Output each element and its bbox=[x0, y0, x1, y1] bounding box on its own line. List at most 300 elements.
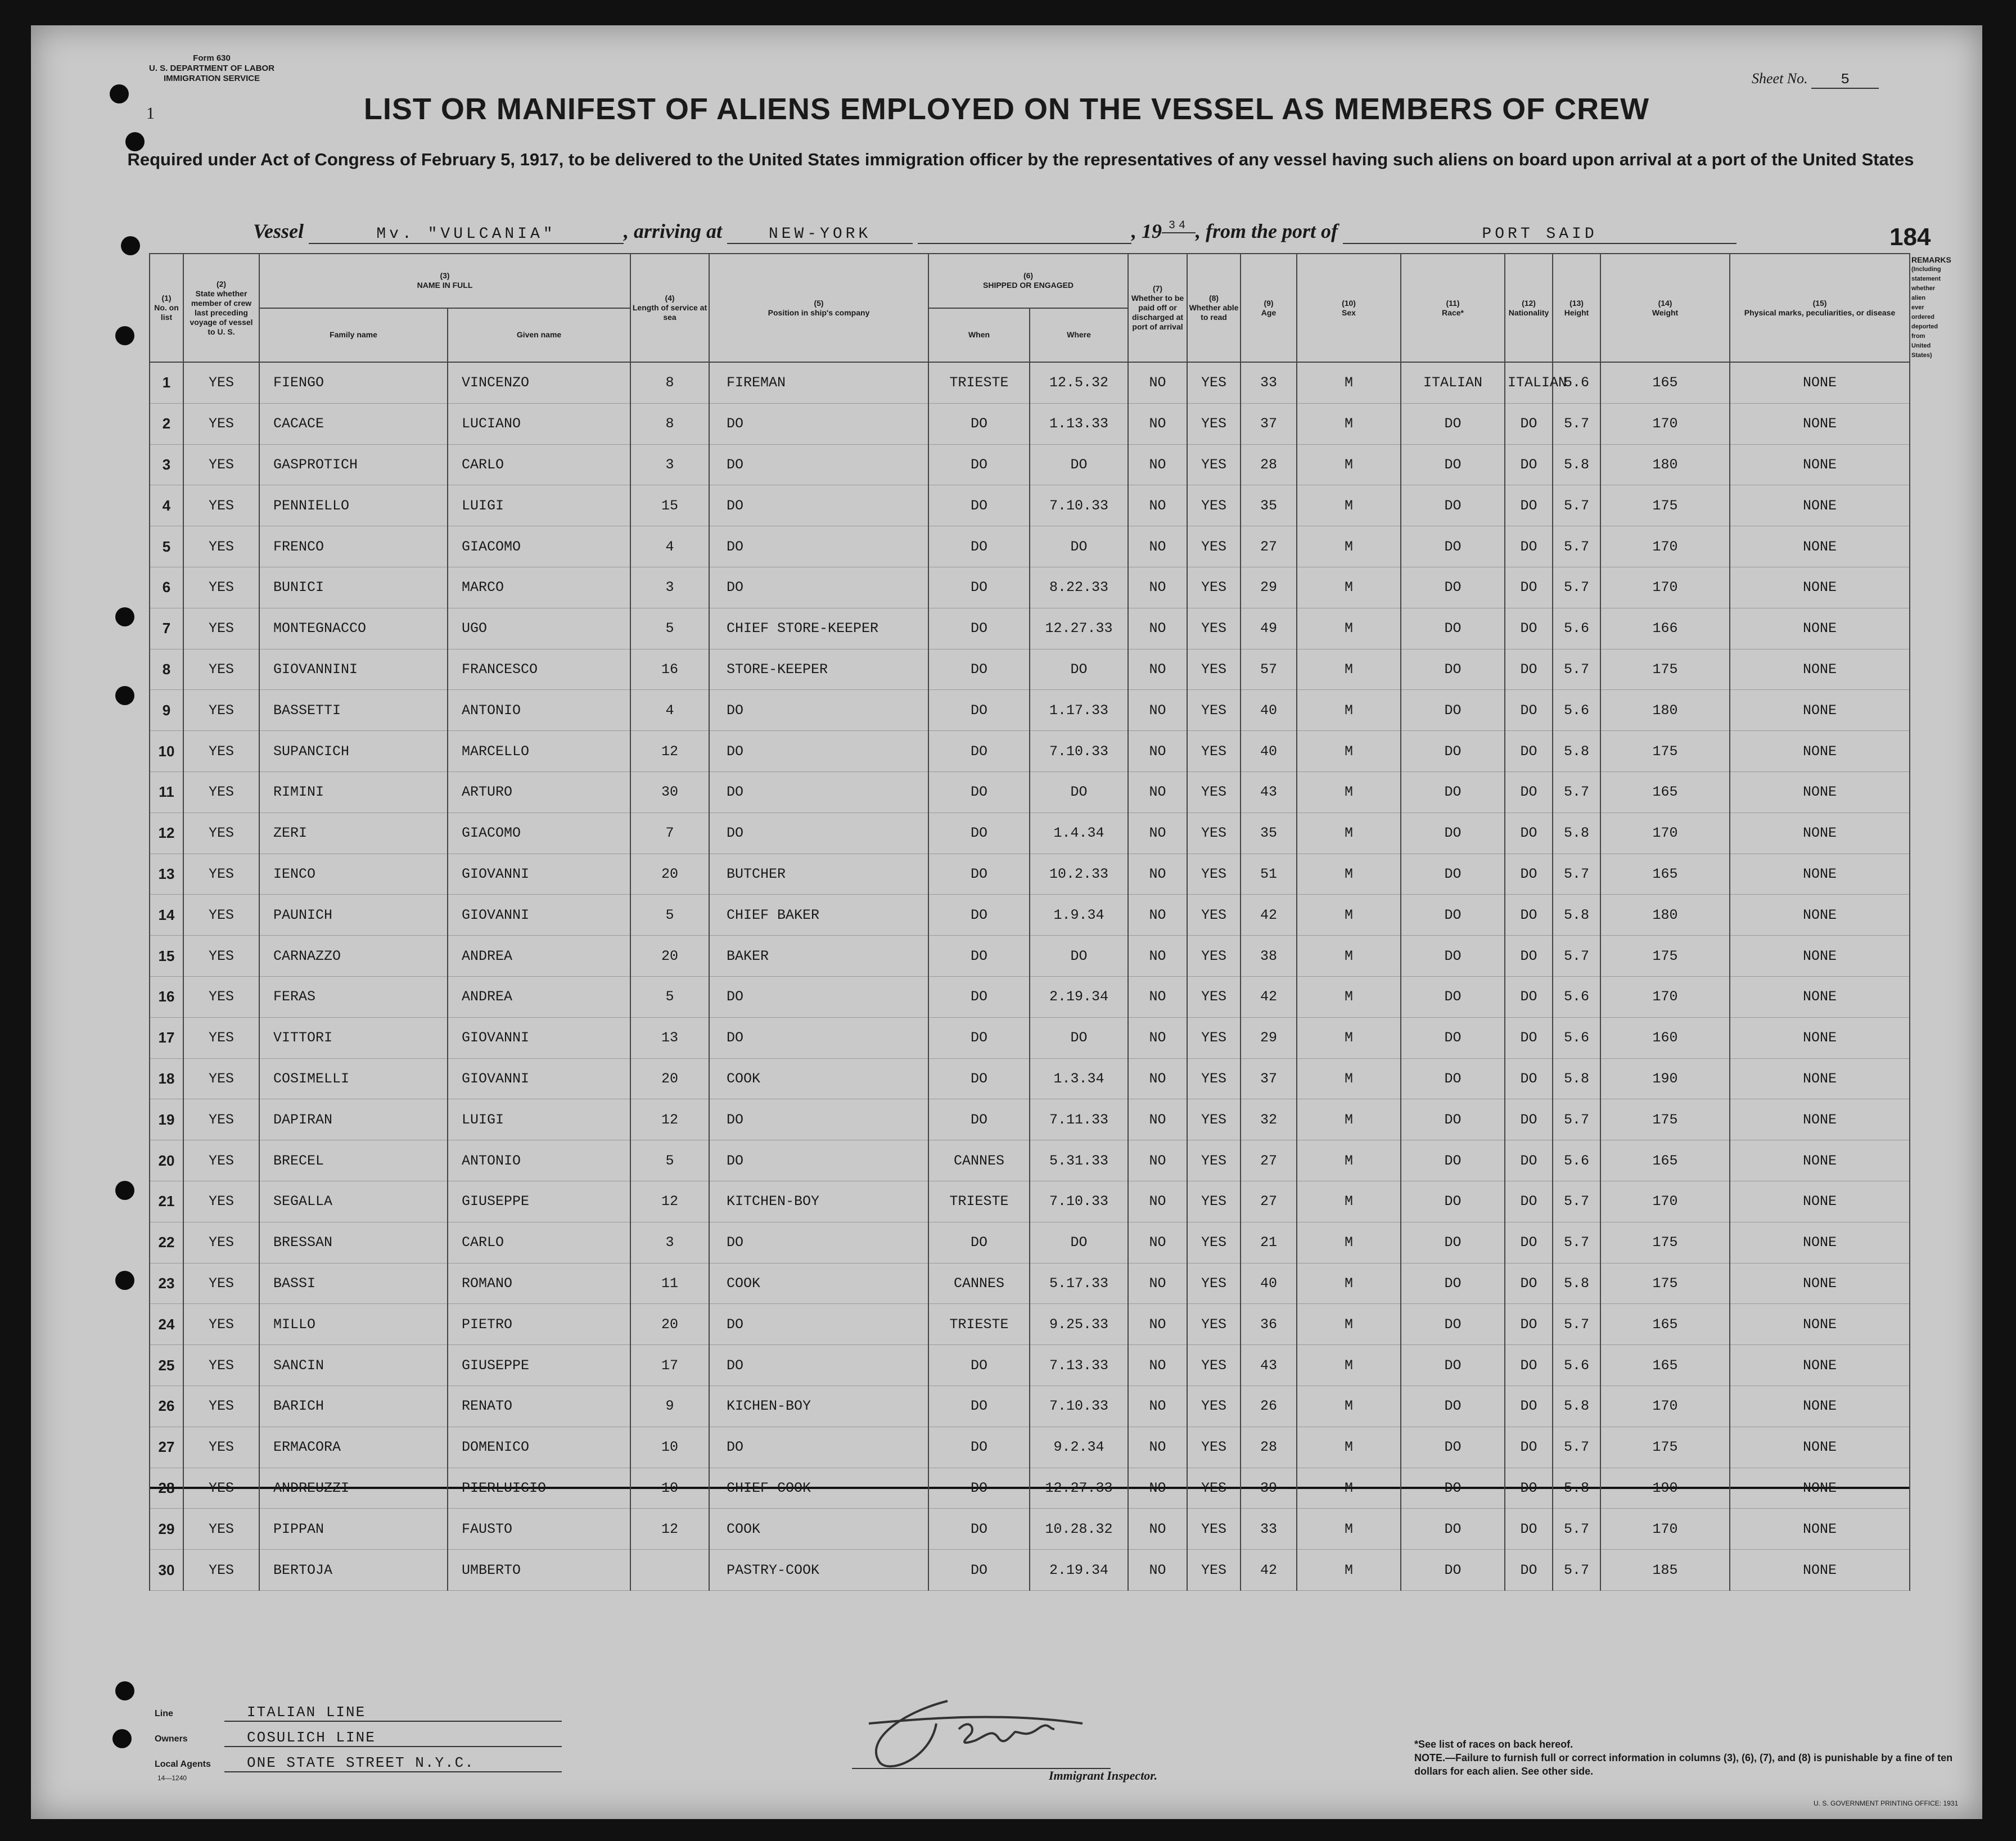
cell-row-number: 21 bbox=[150, 1181, 183, 1222]
table-row bbox=[150, 895, 1910, 936]
cell-previous-voyage: YES bbox=[183, 813, 259, 854]
cell-shipped-when: DO bbox=[928, 444, 1030, 485]
cell-position: DO bbox=[709, 567, 928, 608]
table-row bbox=[150, 731, 1910, 772]
cell-length-of-service: 3 bbox=[630, 1222, 709, 1263]
cell-shipped-when: DO bbox=[928, 649, 1030, 690]
cell-family-name: SANCIN bbox=[259, 1345, 448, 1386]
col-header-paid-off: (7) Whether to be paid off or discharged at port of arrival bbox=[1128, 254, 1187, 362]
vessel-name: Mv. "VULCANIA" bbox=[309, 225, 624, 244]
cell-race: DO bbox=[1401, 895, 1505, 936]
col-header-no: (1) No. on list bbox=[150, 254, 183, 362]
cell-family-name: CACACE bbox=[259, 403, 448, 444]
table-row bbox=[150, 485, 1910, 526]
cell-able-to-read: YES bbox=[1187, 1181, 1241, 1222]
cell-age: 43 bbox=[1241, 1345, 1297, 1386]
note-races: *See list of races on back hereof. bbox=[1414, 1739, 1573, 1750]
cell-sex: M bbox=[1297, 1017, 1401, 1058]
col-header-shipped: (6) SHIPPED OR ENGAGED bbox=[928, 254, 1128, 308]
cell-row-number: 22 bbox=[150, 1222, 183, 1263]
cell-position: FIREMAN bbox=[709, 362, 928, 403]
cell-length-of-service: 16 bbox=[630, 649, 709, 690]
cell-able-to-read: YES bbox=[1187, 649, 1241, 690]
cell-height: 5.7 bbox=[1553, 1099, 1600, 1140]
table-row bbox=[150, 362, 1910, 403]
cell-given-name: LUIGI bbox=[448, 485, 630, 526]
table-row bbox=[150, 608, 1910, 649]
cell-able-to-read: YES bbox=[1187, 1140, 1241, 1181]
cell-height: 5.7 bbox=[1553, 936, 1600, 977]
line-label: Line bbox=[155, 1709, 173, 1718]
cell-family-name: BRESSAN bbox=[259, 1222, 448, 1263]
cell-shipped-when: DO bbox=[928, 731, 1030, 772]
cell-shipped-when: DO bbox=[928, 1099, 1030, 1140]
cell-sex: M bbox=[1297, 854, 1401, 895]
cell-physical-marks: NONE bbox=[1730, 1222, 1910, 1263]
cell-shipped-where: 7.10.33 bbox=[1030, 731, 1128, 772]
cell-able-to-read: YES bbox=[1187, 976, 1241, 1017]
cell-length-of-service: 20 bbox=[630, 1058, 709, 1099]
cell-height: 5.8 bbox=[1553, 895, 1600, 936]
agents-value: ONE STATE STREET N.Y.C. bbox=[224, 1754, 562, 1772]
cell-weight: 175 bbox=[1600, 1099, 1730, 1140]
cell-physical-marks: NONE bbox=[1730, 485, 1910, 526]
cell-shipped-where: DO bbox=[1030, 649, 1128, 690]
cell-age: 33 bbox=[1241, 1509, 1297, 1550]
cell-length-of-service: 8 bbox=[630, 403, 709, 444]
cell-shipped-when: DO bbox=[928, 690, 1030, 731]
cell-position: PASTRY-COOK bbox=[709, 1550, 928, 1591]
cell-length-of-service: 12 bbox=[630, 1509, 709, 1550]
cell-shipped-when: TRIESTE bbox=[928, 1304, 1030, 1345]
cell-paid-off: NO bbox=[1128, 1550, 1187, 1591]
cell-previous-voyage: YES bbox=[183, 1181, 259, 1222]
table-row bbox=[150, 526, 1910, 567]
cell-position: STORE-KEEPER bbox=[709, 649, 928, 690]
cell-row-number: 8 bbox=[150, 649, 183, 690]
cell-shipped-when: DO bbox=[928, 567, 1030, 608]
cell-shipped-when: DO bbox=[928, 1509, 1030, 1550]
cell-sex: M bbox=[1297, 362, 1401, 403]
cell-shipped-when: DO bbox=[928, 608, 1030, 649]
cell-shipped-where: DO bbox=[1030, 444, 1128, 485]
cell-nationality: DO bbox=[1505, 649, 1553, 690]
owners-field bbox=[155, 1729, 562, 1747]
cell-weight: 165 bbox=[1600, 1345, 1730, 1386]
cell-shipped-when: DO bbox=[928, 1427, 1030, 1468]
cell-age: 27 bbox=[1241, 1140, 1297, 1181]
cell-row-number: 25 bbox=[150, 1345, 183, 1386]
cell-able-to-read: YES bbox=[1187, 1345, 1241, 1386]
cell-race: DO bbox=[1401, 690, 1505, 731]
cell-age: 26 bbox=[1241, 1386, 1297, 1427]
cell-sex: M bbox=[1297, 1550, 1401, 1591]
cell-sex: M bbox=[1297, 1140, 1401, 1181]
cell-race: ITALIAN bbox=[1401, 362, 1505, 403]
cell-paid-off: NO bbox=[1128, 526, 1187, 567]
cell-able-to-read: YES bbox=[1187, 936, 1241, 977]
cell-nationality: DO bbox=[1505, 1017, 1553, 1058]
cell-given-name: MARCELLO bbox=[448, 731, 630, 772]
cell-family-name: ZERI bbox=[259, 813, 448, 854]
cell-age: 35 bbox=[1241, 813, 1297, 854]
cell-race: DO bbox=[1401, 567, 1505, 608]
cell-physical-marks: NONE bbox=[1730, 854, 1910, 895]
cell-shipped-where: DO bbox=[1030, 936, 1128, 977]
cell-length-of-service: 12 bbox=[630, 1181, 709, 1222]
binder-hole bbox=[121, 236, 140, 255]
table-row bbox=[150, 1304, 1910, 1345]
cell-physical-marks: NONE bbox=[1730, 936, 1910, 977]
cell-paid-off: NO bbox=[1128, 1386, 1187, 1427]
cell-nationality: DO bbox=[1505, 403, 1553, 444]
cell-length-of-service: 5 bbox=[630, 1140, 709, 1181]
cell-age: 42 bbox=[1241, 1550, 1297, 1591]
arriving-label: , arriving at bbox=[624, 220, 723, 242]
cell-able-to-read: YES bbox=[1187, 690, 1241, 731]
cell-shipped-when: DO bbox=[928, 771, 1030, 813]
cell-length-of-service: 17 bbox=[630, 1345, 709, 1386]
cell-sex: M bbox=[1297, 1099, 1401, 1140]
cell-able-to-read: YES bbox=[1187, 403, 1241, 444]
cell-age: 40 bbox=[1241, 690, 1297, 731]
cell-sex: M bbox=[1297, 526, 1401, 567]
col-header-when: When bbox=[928, 308, 1030, 363]
cell-previous-voyage: YES bbox=[183, 362, 259, 403]
cell-given-name: RENATO bbox=[448, 1386, 630, 1427]
service: IMMIGRATION SERVICE bbox=[163, 74, 260, 83]
cell-age: 27 bbox=[1241, 1181, 1297, 1222]
cell-physical-marks: NONE bbox=[1730, 895, 1910, 936]
cell-weight: 175 bbox=[1600, 649, 1730, 690]
table-row bbox=[150, 403, 1910, 444]
cell-sex: M bbox=[1297, 1427, 1401, 1468]
cell-shipped-when: DO bbox=[928, 1386, 1030, 1427]
cell-given-name: DOMENICO bbox=[448, 1427, 630, 1468]
cell-shipped-when: DO bbox=[928, 403, 1030, 444]
cell-position: DO bbox=[709, 403, 928, 444]
cell-paid-off: NO bbox=[1128, 485, 1187, 526]
table-row bbox=[150, 1509, 1910, 1550]
table-row bbox=[150, 1017, 1910, 1058]
cell-family-name: FRENCO bbox=[259, 526, 448, 567]
cell-position: DO bbox=[709, 976, 928, 1017]
cell-family-name: BRECEL bbox=[259, 1140, 448, 1181]
col-header-family-name: Family name bbox=[259, 308, 448, 363]
cell-nationality: DO bbox=[1505, 1058, 1553, 1099]
cell-sex: M bbox=[1297, 444, 1401, 485]
cell-race: DO bbox=[1401, 1550, 1505, 1591]
cell-age: 39 bbox=[1241, 1468, 1297, 1509]
cell-able-to-read: YES bbox=[1187, 1263, 1241, 1304]
cell-previous-voyage: YES bbox=[183, 976, 259, 1017]
col-header-age: (9) Age bbox=[1241, 254, 1297, 362]
cell-family-name: SEGALLA bbox=[259, 1181, 448, 1222]
cell-nationality: DO bbox=[1505, 1345, 1553, 1386]
cell-family-name: IENCO bbox=[259, 854, 448, 895]
cell-physical-marks: NONE bbox=[1730, 567, 1910, 608]
cell-height: 5.8 bbox=[1553, 1468, 1600, 1509]
table-row bbox=[150, 1263, 1910, 1304]
cell-family-name: CARNAZZO bbox=[259, 936, 448, 977]
cell-position: DO bbox=[709, 731, 928, 772]
cell-weight: 185 bbox=[1600, 1550, 1730, 1591]
cell-length-of-service: 8 bbox=[630, 362, 709, 403]
cell-paid-off: NO bbox=[1128, 1468, 1187, 1509]
cell-given-name: LUCIANO bbox=[448, 403, 630, 444]
cell-nationality: DO bbox=[1505, 1427, 1553, 1468]
cell-shipped-where: 7.10.33 bbox=[1030, 1386, 1128, 1427]
cell-sex: M bbox=[1297, 649, 1401, 690]
cell-sex: M bbox=[1297, 1181, 1401, 1222]
col-header-height: (13) Height bbox=[1553, 254, 1600, 362]
cell-previous-voyage: YES bbox=[183, 1386, 259, 1427]
cell-paid-off: NO bbox=[1128, 1222, 1187, 1263]
cell-height: 5.7 bbox=[1553, 1509, 1600, 1550]
cell-race: DO bbox=[1401, 1345, 1505, 1386]
cell-sex: M bbox=[1297, 1263, 1401, 1304]
col-header-physical-marks: (15) Physical marks, peculiarities, or disease bbox=[1730, 254, 1910, 362]
cell-length-of-service: 20 bbox=[630, 1304, 709, 1345]
cell-race: DO bbox=[1401, 1468, 1505, 1509]
sheet-number-label: Sheet No. bbox=[1752, 70, 1808, 87]
cell-given-name: GIACOMO bbox=[448, 526, 630, 567]
cell-weight: 190 bbox=[1600, 1058, 1730, 1099]
cell-given-name: LUIGI bbox=[448, 1099, 630, 1140]
table-row bbox=[150, 444, 1910, 485]
cell-physical-marks: NONE bbox=[1730, 608, 1910, 649]
cell-shipped-where: DO bbox=[1030, 526, 1128, 567]
cell-weight: 165 bbox=[1600, 362, 1730, 403]
cell-shipped-where: 7.13.33 bbox=[1030, 1345, 1128, 1386]
cell-physical-marks: NONE bbox=[1730, 771, 1910, 813]
cell-row-number: 5 bbox=[150, 526, 183, 567]
cell-shipped-where: 12.27.33 bbox=[1030, 1468, 1128, 1509]
cell-row-number: 28 bbox=[150, 1468, 183, 1509]
cell-age: 33 bbox=[1241, 362, 1297, 403]
cell-shipped-when: DO bbox=[928, 813, 1030, 854]
cell-length-of-service: 12 bbox=[630, 731, 709, 772]
cell-shipped-where: 1.13.33 bbox=[1030, 403, 1128, 444]
cell-given-name: PIETRO bbox=[448, 1304, 630, 1345]
cell-height: 5.6 bbox=[1553, 976, 1600, 1017]
cell-previous-voyage: YES bbox=[183, 1427, 259, 1468]
cell-family-name: DAPIRAN bbox=[259, 1099, 448, 1140]
cell-age: 40 bbox=[1241, 731, 1297, 772]
cell-physical-marks: NONE bbox=[1730, 976, 1910, 1017]
cell-shipped-when: DO bbox=[928, 1345, 1030, 1386]
cell-weight: 180 bbox=[1600, 690, 1730, 731]
cell-family-name: BERTOJA bbox=[259, 1550, 448, 1591]
cell-physical-marks: NONE bbox=[1730, 1140, 1910, 1181]
cell-height: 5.7 bbox=[1553, 1304, 1600, 1345]
cell-physical-marks: NONE bbox=[1730, 813, 1910, 854]
cell-able-to-read: YES bbox=[1187, 567, 1241, 608]
cell-height: 5.6 bbox=[1553, 362, 1600, 403]
cell-previous-voyage: YES bbox=[183, 690, 259, 731]
cell-height: 5.8 bbox=[1553, 1263, 1600, 1304]
cell-nationality: DO bbox=[1505, 1509, 1553, 1550]
cell-paid-off: NO bbox=[1128, 1263, 1187, 1304]
cell-position: COOK bbox=[709, 1263, 928, 1304]
cell-shipped-when: DO bbox=[928, 895, 1030, 936]
cell-race: DO bbox=[1401, 813, 1505, 854]
cell-sex: M bbox=[1297, 690, 1401, 731]
cell-length-of-service: 9 bbox=[630, 1386, 709, 1427]
cell-shipped-where: DO bbox=[1030, 1017, 1128, 1058]
inspector-signature bbox=[818, 1690, 1133, 1774]
line-field bbox=[155, 1704, 562, 1722]
agents-field bbox=[155, 1754, 562, 1772]
binder-hole bbox=[115, 1681, 134, 1700]
cell-weight: 175 bbox=[1600, 1222, 1730, 1263]
cell-length-of-service: 5 bbox=[630, 976, 709, 1017]
table-row bbox=[150, 1140, 1910, 1181]
cell-previous-voyage: YES bbox=[183, 526, 259, 567]
cell-position: DO bbox=[709, 444, 928, 485]
col-header-previous-voyage: (2) State whether member of crew last preceding voyage of vessel to U. S. bbox=[183, 254, 259, 362]
cell-sex: M bbox=[1297, 1058, 1401, 1099]
cell-row-number: 27 bbox=[150, 1427, 183, 1468]
cell-position: BAKER bbox=[709, 936, 928, 977]
table-row bbox=[150, 1468, 1910, 1509]
cell-nationality: DO bbox=[1505, 1386, 1553, 1427]
cell-physical-marks: NONE bbox=[1730, 444, 1910, 485]
cell-family-name: MONTEGNACCO bbox=[259, 608, 448, 649]
cell-row-number: 26 bbox=[150, 1386, 183, 1427]
cell-weight: 170 bbox=[1600, 1181, 1730, 1222]
cell-height: 5.6 bbox=[1553, 608, 1600, 649]
cell-nationality: DO bbox=[1505, 976, 1553, 1017]
cell-length-of-service bbox=[630, 1550, 709, 1591]
cell-age: 36 bbox=[1241, 1304, 1297, 1345]
cell-given-name: GIOVANNI bbox=[448, 854, 630, 895]
crew-manifest-table: (1) No. on list (2) State whether member of crew last preceding voyage of vessel to U. S. (3) NAME IN FULL (4) Length of service at sea (5) Position in ship's company (6) SHIPPED OR ENGAGED (7) Whether to be paid off or discharged at port of arrival (8) Whether able to read (9) Age (10) Sex (11) Race* (12) Nationality (13) Height (14) Weight (15) Physical marks, peculiarities, or disease REMARKS (Including statement whether alien ever ordered deported from United States) Family name Given name When Where 1 YES FIENGO VINCENZO 8 FIREMAN TRIESTE 12.5.32 NO YES 33 M ITALIAN ITALIAN 5.6 165 NONE 2 YES CACACE LUCIANO 8 DO DO 1.13.33 NO YES 37 M DO DO 5.7 170 NONE 3 YES GASPROTICH CARLO 3 DO DO DO NO YES 28 M DO DO 5.8 180 NONE 4 YES PENNIELLO LUIGI 15 DO DO 7.10.33 NO YES 35 M DO DO 5.7 175 NONE 5 YES FRENCO GIACOMO 4 DO DO DO NO YES 27 M DO DO 5.7 170 NONE 6 YES BUNICI MARCO 3 DO DO 8.22.33 NO YES 29 M DO DO 5.7 170 NONE 7 YES MONTEGNACCO UGO 5 CHIEF STORE-KEEPER DO 12.27.33 NO YES 49 M DO DO 5.6 166 NONE 8 YES GIOVANNINI FRANCESCO 16 STORE-KEEPER DO DO NO YES 57 M DO DO 5.7 175 NONE 9 YES BASSETTI ANTONIO 4 DO DO 1.17.33 NO YES 40 M DO DO 5.6 180 NONE 10 YES SUPANCICH MARCELLO 12 DO DO 7.10.33 NO YES 40 M DO DO 5.8 175 NONE 11 YES RIMINI ARTURO 30 DO DO DO NO YES 43 M DO DO 5.7 165 NONE 12 YES ZERI GIACOMO 7 DO DO 1.4.34 NO YES 35 M DO DO 5.8 170 NONE 13 YES IENCO GIOVANNI 20 BUTCHER DO 10.2.33 NO YES 51 M DO DO 5.7 165 NONE 14 YES PAUNICH GIOVANNI 5 CHIEF BAKER DO 1.9.34 NO YES 42 M DO DO 5.8 180 NONE 15 YES CARNAZZO ANDREA 20 BAKER DO DO NO YES 38 M DO DO 5.7 175 NONE 16 YES FERAS ANDREA 5 DO DO 2.19.34 NO YES 42 M DO DO 5.6 170 NONE 17 YES VITTORI GIOVANNI 13 DO DO DO NO YES 29 M DO DO 5.6 160 NONE 18 YES COSIMELLI GIOVANNI 20 COOK DO 1.3.34 NO YES 37 M DO DO 5.8 190 NONE 19 YES DAPIRAN LUIGI 12 DO DO 7.11.33 NO YES 32 M DO DO 5.7 175 NONE 20 YES BRECEL ANTONIO 5 DO CANNES 5.31.33 NO YES 27 M DO DO 5.6 165 NONE 21 YES SEGALLA GIUSEPPE 12 KITCHEN-BOY TRIESTE 7.10.33 NO YES 27 M DO DO 5.7 170 NONE 22 YES BRESSAN CARLO 3 DO DO DO NO YES 21 M DO DO 5.7 175 NONE 23 YES BASSI ROMANO 11 COOK CANNES 5.17.33 NO YES 40 M DO DO 5.8 175 NONE 24 YES MILLO PIETRO 20 DO TRIESTE 9.25.33 NO YES 36 M DO DO 5.7 165 NONE 25 YES SANCIN GIUSEPPE 17 DO DO 7.13.33 NO YES 43 M DO DO 5.6 165 NONE 26 YES BARICH RENATO 9 KICHEN-BOY DO 7.10.33 NO YES 26 M DO DO 5.8 170 NONE 27 YES ERMACORA DOMENICO 10 DO DO 9.2.34 NO YES 28 M DO DO 5.7 175 NONE 28 YES ANDREUZZI PIERLUIGIO 10 CHIEF COOK DO 12.27.33 NO YES 39 M DO DO 5.8 190 NONE 29 YES PIPPAN FAUSTO 12 COOK DO 10.28.32 NO YES 33 M DO DO 5.7 170 NONE 30 YES BERTOJA UMBERTO PASTRY-COOK DO 2.19.34 NO YES 42 M DO DO 5.7 185 NONE bbox=[149, 253, 1910, 1591]
cell-position: BUTCHER bbox=[709, 854, 928, 895]
cell-previous-voyage: YES bbox=[183, 1509, 259, 1550]
cell-age: 49 bbox=[1241, 608, 1297, 649]
col-header-where: Where bbox=[1030, 308, 1128, 363]
cell-able-to-read: YES bbox=[1187, 444, 1241, 485]
cell-weight: 175 bbox=[1600, 936, 1730, 977]
vessel-label: Vessel bbox=[253, 220, 304, 242]
cell-nationality: DO bbox=[1505, 1222, 1553, 1263]
cell-race: DO bbox=[1401, 1222, 1505, 1263]
cell-race: DO bbox=[1401, 1140, 1505, 1181]
col-header-weight: (14) Weight bbox=[1600, 254, 1730, 362]
cell-position: DO bbox=[709, 526, 928, 567]
table-row bbox=[150, 1345, 1910, 1386]
cell-nationality: DO bbox=[1505, 1181, 1553, 1222]
col-header-race: (11) Race* bbox=[1401, 254, 1505, 362]
cell-paid-off: NO bbox=[1128, 936, 1187, 977]
cell-weight: 160 bbox=[1600, 1017, 1730, 1058]
cell-row-number: 10 bbox=[150, 731, 183, 772]
cell-physical-marks: NONE bbox=[1730, 1345, 1910, 1386]
table-row bbox=[150, 813, 1910, 854]
cell-nationality: DO bbox=[1505, 1550, 1553, 1591]
cell-physical-marks: NONE bbox=[1730, 649, 1910, 690]
sheet-number-value: 5 bbox=[1811, 71, 1879, 89]
cell-position: COOK bbox=[709, 1058, 928, 1099]
cell-paid-off: NO bbox=[1128, 608, 1187, 649]
printer-mark: U. S. GOVERNMENT PRINTING OFFICE: 1931 bbox=[1814, 1799, 1959, 1807]
cell-able-to-read: YES bbox=[1187, 362, 1241, 403]
cell-height: 5.7 bbox=[1553, 1550, 1600, 1591]
cell-given-name: GIUSEPPE bbox=[448, 1345, 630, 1386]
cell-able-to-read: YES bbox=[1187, 731, 1241, 772]
cell-position: KICHEN-BOY bbox=[709, 1386, 928, 1427]
cell-family-name: PAUNICH bbox=[259, 895, 448, 936]
cell-weight: 165 bbox=[1600, 1140, 1730, 1181]
cell-row-number: 1 bbox=[150, 362, 183, 403]
cell-sex: M bbox=[1297, 895, 1401, 936]
cell-height: 5.8 bbox=[1553, 813, 1600, 854]
cell-shipped-where: 10.2.33 bbox=[1030, 854, 1128, 895]
table-row bbox=[150, 1427, 1910, 1468]
cell-shipped-where: 5.31.33 bbox=[1030, 1140, 1128, 1181]
cell-given-name: FAUSTO bbox=[448, 1509, 630, 1550]
cell-length-of-service: 3 bbox=[630, 567, 709, 608]
cell-shipped-where: DO bbox=[1030, 771, 1128, 813]
cell-age: 29 bbox=[1241, 1017, 1297, 1058]
table-row bbox=[150, 1222, 1910, 1263]
form-number: Form 630 bbox=[193, 53, 231, 63]
cell-family-name: BARICH bbox=[259, 1386, 448, 1427]
cell-physical-marks: NONE bbox=[1730, 526, 1910, 567]
cell-sex: M bbox=[1297, 813, 1401, 854]
cell-age: 27 bbox=[1241, 526, 1297, 567]
col-header-given-name: Given name bbox=[448, 308, 630, 363]
cell-age: 32 bbox=[1241, 1099, 1297, 1140]
cell-height: 5.7 bbox=[1553, 1427, 1600, 1468]
cell-nationality: DO bbox=[1505, 444, 1553, 485]
cell-sex: M bbox=[1297, 403, 1401, 444]
cell-age: 37 bbox=[1241, 1058, 1297, 1099]
cell-physical-marks: NONE bbox=[1730, 1263, 1910, 1304]
cell-given-name: ANDREA bbox=[448, 936, 630, 977]
cell-given-name: GIACOMO bbox=[448, 813, 630, 854]
cell-height: 5.7 bbox=[1553, 567, 1600, 608]
cell-weight: 180 bbox=[1600, 444, 1730, 485]
cell-height: 5.6 bbox=[1553, 690, 1600, 731]
cell-position: CHIEF COOK bbox=[709, 1468, 928, 1509]
table-row bbox=[150, 567, 1910, 608]
cell-weight: 175 bbox=[1600, 1263, 1730, 1304]
cell-given-name: GIOVANNI bbox=[448, 1058, 630, 1099]
cell-shipped-where: 12.5.32 bbox=[1030, 362, 1128, 403]
from-label: , from the port of bbox=[1196, 220, 1338, 242]
cell-weight: 190 bbox=[1600, 1468, 1730, 1509]
cell-position: CHIEF STORE-KEEPER bbox=[709, 608, 928, 649]
cell-paid-off: NO bbox=[1128, 1140, 1187, 1181]
cell-family-name: ERMACORA bbox=[259, 1427, 448, 1468]
cell-shipped-where: 7.10.33 bbox=[1030, 485, 1128, 526]
cell-previous-voyage: YES bbox=[183, 895, 259, 936]
agents-label: Local Agents bbox=[155, 1759, 211, 1769]
cell-race: DO bbox=[1401, 526, 1505, 567]
cell-paid-off: NO bbox=[1128, 976, 1187, 1017]
cell-length-of-service: 5 bbox=[630, 895, 709, 936]
cell-row-number: 7 bbox=[150, 608, 183, 649]
cell-row-number: 23 bbox=[150, 1263, 183, 1304]
cell-length-of-service: 15 bbox=[630, 485, 709, 526]
cell-row-number: 30 bbox=[150, 1550, 183, 1591]
cell-race: DO bbox=[1401, 731, 1505, 772]
cell-shipped-where: 7.11.33 bbox=[1030, 1099, 1128, 1140]
cell-paid-off: NO bbox=[1128, 1427, 1187, 1468]
page-title: LIST OR MANIFEST OF ALIENS EMPLOYED ON THE VESSEL AS MEMBERS OF CREW bbox=[363, 92, 1650, 126]
